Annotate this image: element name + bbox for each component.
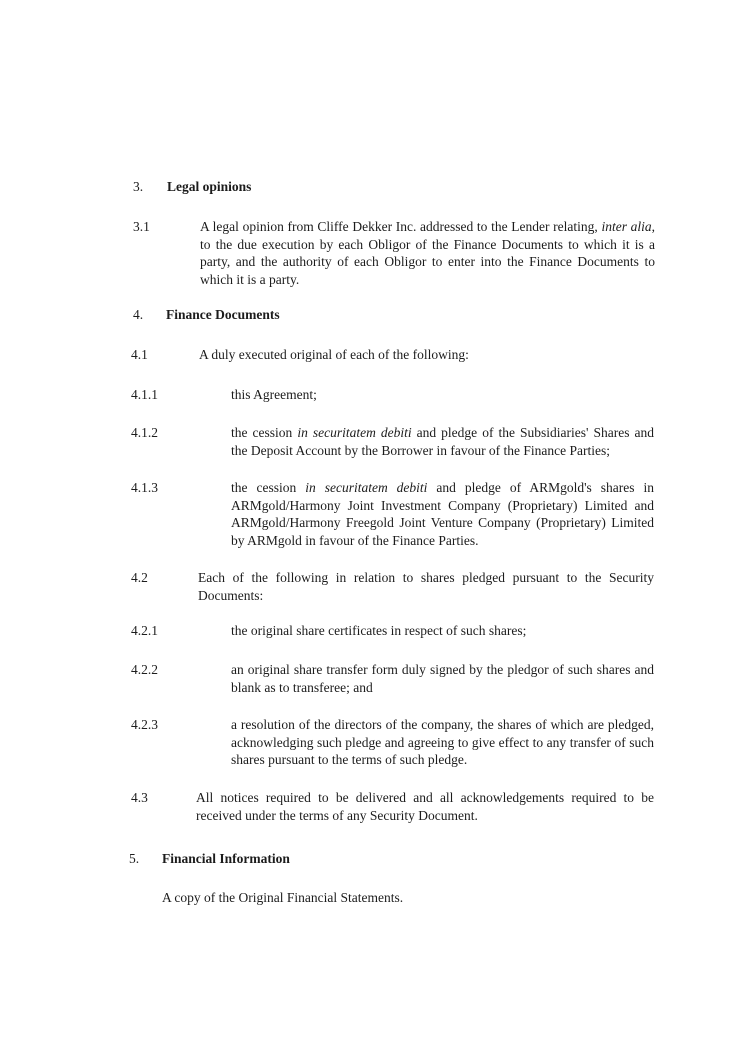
item-5-text: A copy of the Original Financial Statements. <box>162 890 404 905</box>
item-4-2-1-text: the original share certificates in respect of such shares; <box>231 623 527 638</box>
section-4-number: 4. <box>133 307 144 322</box>
item-4-2-3-number: 4.2.3 <box>131 717 158 732</box>
section-5-number: 5. <box>129 851 140 866</box>
item-4-2-3-text: a resolution of the directors of the company, the shares of which are pledged, acknowledging such pledge and agreeing to give effect to any transfer of such shares pursuant to the terms of such pledge. <box>231 717 654 768</box>
item-4-1-1-text: this Agreement; <box>231 387 317 402</box>
item-4-2-number: 4.2 <box>131 570 148 585</box>
item-3-1-number: 3.1 <box>133 219 150 234</box>
item-3-1-text: A legal opinion from Cliffe Dekker Inc. addressed to the Lender relating, inter alia, to the due execution by each Obligor of the Finance Documents to which it is a party, and the authority of each Obligor to enter into the Finance Documents to which it is a party. <box>200 219 655 287</box>
item-4-1-text: A duly executed original of each of the following: <box>199 347 469 362</box>
item-4-3-number: 4.3 <box>131 790 148 805</box>
item-4-2-text: Each of the following in relation to shares pledged pursuant to the Security Documents: <box>198 570 654 603</box>
section-4-heading: Finance Documents <box>166 307 280 322</box>
item-4-2-1-number: 4.2.1 <box>131 623 158 638</box>
section-3-heading: Legal opinions <box>167 179 252 194</box>
item-4-1-3-number: 4.1.3 <box>131 480 158 495</box>
item-4-2-2-number: 4.2.2 <box>131 662 158 677</box>
section-3-number: 3. <box>133 179 144 194</box>
item-4-3-text: All notices required to be delivered and all acknowledgements required to be received under the terms of any Security Document. <box>196 790 654 823</box>
item-4-1-3-text: the cession in securitatem debiti and pledge of ARMgold's shares in ARMgold/Harmony Joint Investment Company (Proprietary) Limited and ARMgold/Harmony Freegold Joint Venture Company (Proprietary) Limited by ARMgold in favour of the Finance Parties. <box>231 480 654 548</box>
item-4-1-2-text: the cession in securitatem debiti and pledge of the Subsidiaries' Shares and the Deposit Account by the Borrower in favour of the Finance Parties; <box>231 425 654 458</box>
item-4-1-1-number: 4.1.1 <box>131 387 158 402</box>
item-4-2-2-text: an original share transfer form duly signed by the pledgor of such shares and blank as to transferee; and <box>231 662 654 695</box>
section-5-heading: Financial Information <box>162 851 290 866</box>
item-4-1-2-number: 4.1.2 <box>131 425 158 440</box>
item-4-1-number: 4.1 <box>131 347 148 362</box>
